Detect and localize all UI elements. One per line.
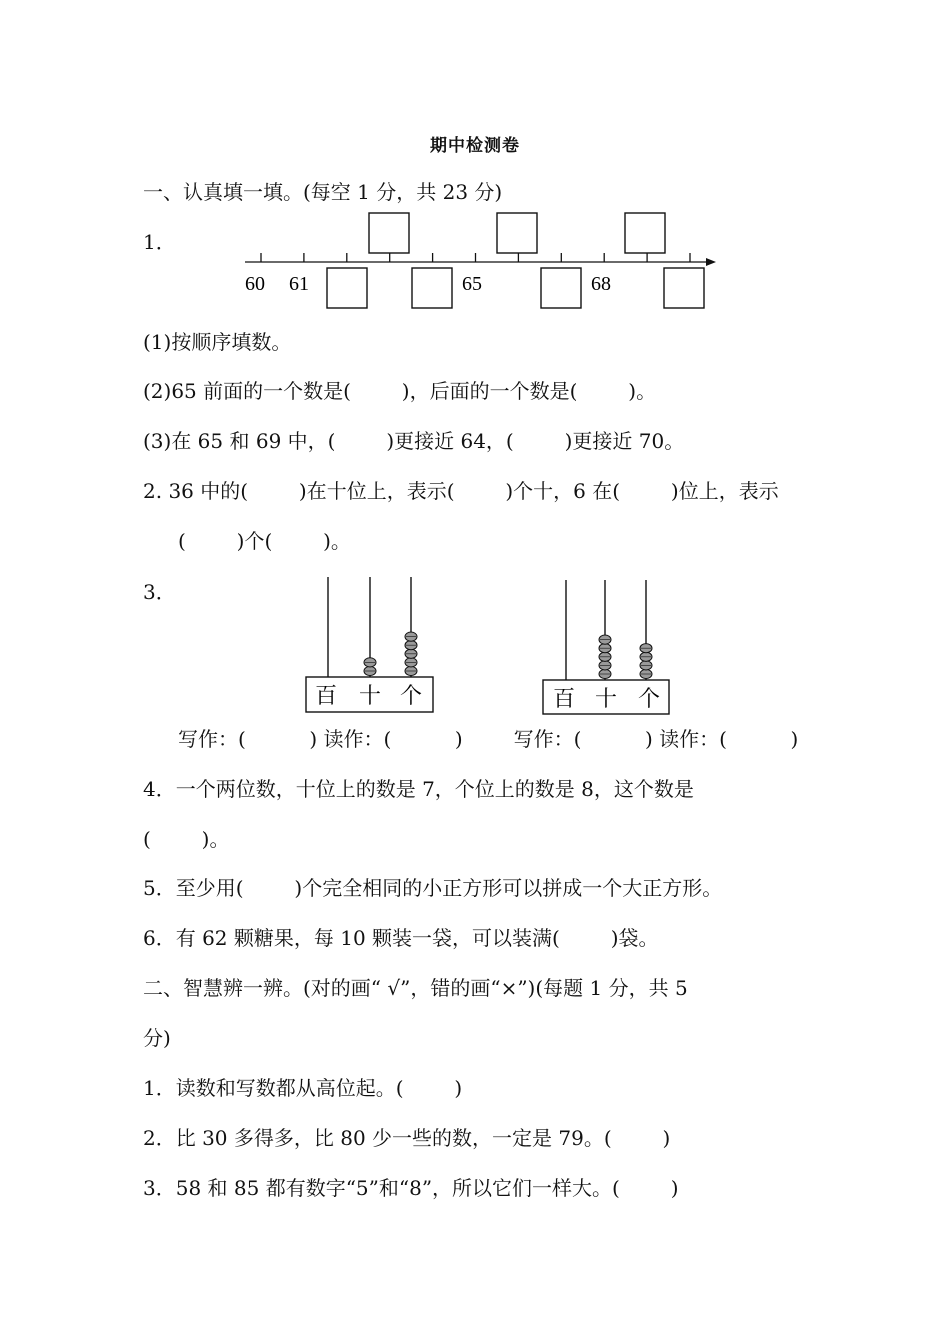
abacus-label-ones: 个 xyxy=(638,686,661,711)
q2-line2: ( )个( )。 xyxy=(178,529,351,553)
page-title: 期中检测卷 xyxy=(430,136,520,156)
q1-sub3: (3)在 65 和 69 中，( )更接近 64，( )更接近 70。 xyxy=(143,429,685,453)
abacus-label-tens: 十 xyxy=(595,686,618,711)
answer-box-lower xyxy=(541,268,581,308)
answer-box-lower xyxy=(412,268,452,308)
answer-box-upper xyxy=(369,213,409,253)
q2-line1: 2. 36 中的( )在十位上，表示( )个十，6 在( )位上，表示 xyxy=(143,479,779,503)
q1-sub2: (2)65 前面的一个数是( )，后面的一个数是( )。 xyxy=(143,379,657,403)
number-label: 65 xyxy=(462,273,482,295)
answer-box-upper xyxy=(625,213,665,253)
q1-number: 1． xyxy=(143,230,176,254)
abacus-1 xyxy=(300,572,440,717)
number-line-diagram xyxy=(230,205,730,315)
q3-caption: 写作：( ) 读作：( ) 写作：( ) 读作：( ) xyxy=(178,727,799,751)
q3-number: 3． xyxy=(143,580,176,604)
abacus-label-hundreds: 百 xyxy=(315,683,338,708)
abacus-label-hundreds: 百 xyxy=(553,686,576,711)
answer-box-lower xyxy=(327,268,367,308)
answer-box-upper xyxy=(497,213,537,253)
number-label: 61 xyxy=(289,273,309,295)
number-label: 60 xyxy=(245,273,265,295)
q4-line1: 4．一个两位数，十位上的数是 7，个位上的数是 8，这个数是 xyxy=(143,777,694,801)
number-line-ticks xyxy=(261,253,690,262)
answer-box-lower xyxy=(664,268,704,308)
abacus-label-ones: 个 xyxy=(400,683,423,708)
abacus-label-tens: 十 xyxy=(359,683,382,708)
section2-heading-line1: 二、智慧辨一辨。(对的画“ √”，错的画“×”)(每题 1 分，共 5 xyxy=(143,976,688,1000)
judge-item-3: 3．58 和 85 都有数字“5”和“8”，所以它们一样大。( ) xyxy=(143,1176,679,1200)
section2-heading-line2: 分) xyxy=(143,1026,171,1050)
abacus-2 xyxy=(538,572,678,717)
judge-item-2: 2．比 30 多得多，比 80 少一些的数，一定是 79。( ) xyxy=(143,1126,671,1150)
section1-heading: 一、认真填一填。(每空 1 分，共 23 分) xyxy=(143,180,503,204)
q6: 6．有 62 颗糖果，每 10 颗装一袋，可以装满( )袋。 xyxy=(143,926,659,950)
number-label: 68 xyxy=(591,273,611,295)
judge-item-1: 1．读数和写数都从高位起。( ) xyxy=(143,1076,463,1100)
q1-sub1: (1)按顺序填数。 xyxy=(143,330,292,354)
q4-line2: ( )。 xyxy=(143,827,230,851)
number-line-arrow xyxy=(706,258,716,266)
q5: 5．至少用( )个完全相同的小正方形可以拼成一个大正方形。 xyxy=(143,876,723,900)
